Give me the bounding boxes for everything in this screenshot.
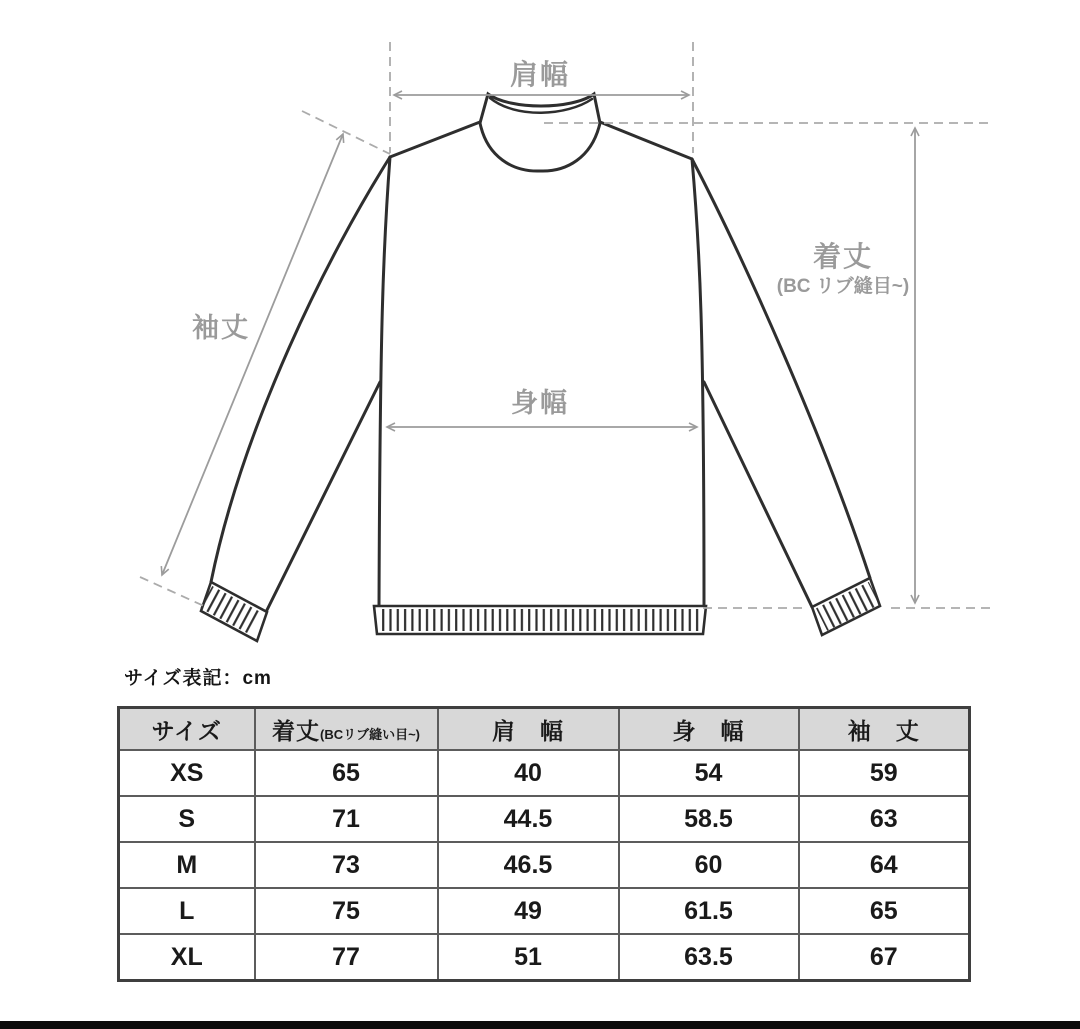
size-row-xs: [119, 750, 970, 796]
cell-chest: 54: [619, 750, 799, 796]
col-header-chest: 身 幅: [619, 708, 799, 751]
body-length-label: 着丈: [812, 241, 874, 272]
chest-width-label: 身幅: [511, 388, 569, 418]
cell-size: XL: [119, 934, 255, 981]
cell-length: 73: [255, 842, 438, 888]
size-row-l: [119, 888, 970, 934]
cell-size: M: [119, 842, 255, 888]
size-row-m: [119, 842, 970, 888]
body-length-note: (BC リブ縫目~): [776, 276, 910, 297]
cell-chest: 60: [619, 842, 799, 888]
cell-shoulder: 40: [438, 750, 619, 796]
hem-ribbing: [379, 609, 701, 631]
cell-chest: 61.5: [619, 888, 799, 934]
col-header-length-note: (BCリブ縫い目~): [319, 726, 421, 742]
sleeve-left-inner-edge: [266, 382, 380, 612]
sleeve-right-inner-edge: [704, 382, 812, 607]
shoulder-line-left: [390, 122, 480, 157]
sleeve-right-outer-edge: [692, 159, 870, 578]
cell-length: 71: [255, 796, 438, 842]
cell-length: 65: [255, 750, 438, 796]
col-header-sleeve: 袖 丈: [799, 708, 970, 751]
cell-sleeve: 65: [799, 888, 970, 934]
col-header-size: サイズ: [119, 708, 255, 751]
body-edge-right: [692, 159, 704, 607]
cell-shoulder: 51: [438, 934, 619, 981]
size-row-xl: [119, 934, 970, 981]
cell-sleeve: 63: [799, 796, 970, 842]
cell-size: XS: [119, 750, 255, 796]
cell-chest: 58.5: [619, 796, 799, 842]
cell-chest: 63.5: [619, 934, 799, 981]
col-header-length: [255, 708, 438, 751]
shoulder-line-right: [600, 122, 692, 159]
col-header-shoulder: 肩 幅: [438, 708, 619, 751]
cell-size: L: [119, 888, 255, 934]
sleeve-length-label: 袖丈: [192, 313, 250, 343]
size-row-s: [119, 796, 970, 842]
col-header-length-main: 着丈: [271, 717, 320, 744]
cell-size: S: [119, 796, 255, 842]
cell-sleeve: 64: [799, 842, 970, 888]
photo-edge-bar: [0, 1021, 1080, 1029]
cell-shoulder: 44.5: [438, 796, 619, 842]
size-table: [117, 706, 971, 982]
shoulder-width-label: 肩幅: [509, 59, 571, 90]
size-unit-note: サイズ表記：cm: [124, 668, 272, 689]
size-table-header-row: [119, 708, 970, 751]
sleeve-left-outer-edge: [211, 157, 390, 582]
sweater-outline: [200, 94, 880, 641]
cell-shoulder: 46.5: [438, 842, 619, 888]
ref-line-sleeve-top: [302, 111, 390, 154]
cell-shoulder: 49: [438, 888, 619, 934]
cell-length: 75: [255, 888, 438, 934]
cell-sleeve: 67: [799, 934, 970, 981]
cell-sleeve: 59: [799, 750, 970, 796]
cell-length: 77: [255, 934, 438, 981]
ref-line-sleeve-cuff: [140, 577, 204, 606]
